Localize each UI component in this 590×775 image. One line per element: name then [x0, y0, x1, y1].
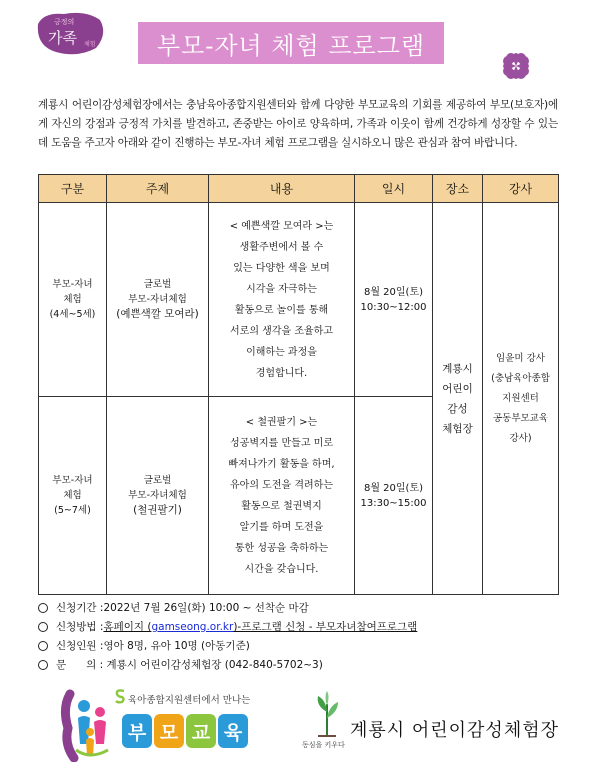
header-topic: 주제 — [107, 175, 209, 203]
category-cell: 부모-자녀 체험 (4세~5세) — [39, 203, 107, 397]
family-experience-logo — [34, 10, 108, 56]
word-block: 부 — [122, 714, 152, 748]
experience-center-logo — [300, 690, 559, 760]
plant-icon — [310, 690, 344, 738]
circle-bullet-icon — [38, 603, 48, 613]
page-title: 부모-자녀 체험 프로그램 — [138, 22, 444, 64]
info-people: 신청인원 : 영아 8명, 유아 10명 (아동기준) — [38, 636, 558, 655]
program-table — [38, 174, 559, 595]
teacher-cell: 임윤미 강사 (충남육아종합 지원센터 공동부모교육 강사) — [483, 203, 559, 595]
parent-education-word — [122, 714, 248, 748]
info-method: 신청방법 : 홈페이지 (gamseong.or.kr)-프로그램 신청 - 부모자녀참여프로그램 — [38, 617, 558, 636]
info-period: 신청기간 : 2022년 7월 26일(화) 10:00 ~ 선착순 마감 — [38, 598, 558, 617]
place-cell: 계룡시 어린이 감성 체험장 — [433, 203, 483, 595]
word-block: 육 — [218, 714, 248, 748]
left-logo-caption: 육아종합지원센터에서 만나는 — [128, 695, 251, 706]
header-place: 장소 — [433, 175, 483, 203]
header-date: 일시 — [355, 175, 433, 203]
category-cell: 부모-자녀 체험 (5~7세) — [39, 397, 107, 595]
word-block: 모 — [154, 714, 184, 748]
logo-main-text: 가족 — [48, 29, 77, 47]
homepage-link[interactable]: gamseong.or.kr — [151, 621, 234, 633]
clover-icon — [500, 50, 532, 82]
plant-caption: 동심을 키우다 — [302, 741, 345, 749]
topic-cell: 글로벌 부모-자녀체험 (예쁜색깔 모여라) — [107, 203, 209, 397]
logo-small-text: 긍정의 — [54, 18, 75, 26]
header-teacher: 강사 — [483, 175, 559, 203]
circle-bullet-icon — [38, 660, 48, 670]
topic-cell: 글로벌 부모-자녀체험 (철권팔기) — [107, 397, 209, 595]
word-block: 교 — [186, 714, 216, 748]
family-icon — [60, 688, 118, 762]
parent-education-logo — [60, 686, 260, 766]
circle-bullet-icon — [38, 641, 48, 651]
header-category: 구분 — [39, 175, 107, 203]
table-header-row — [39, 175, 559, 203]
date-cell: 8월 20일(토) 10:30~12:00 — [355, 203, 433, 397]
logo-tail-text: 체험 — [84, 41, 96, 48]
info-contact: 문 의 : 계룡시 어린이감성체험장 (042-840-5702~3) — [38, 655, 558, 674]
content-cell: < 예쁜색깔 모여라 >는 생활주변에서 볼 수 있는 다양한 색을 보며 시각을 자극하는 활동으로 놀이를 통해 서로의 생각을 조율하고 이해하는 과정을 경험합니다. — [209, 203, 355, 397]
circle-bullet-icon — [38, 622, 48, 632]
center-name: 계룡시 어린이감성체험장 — [350, 720, 559, 741]
so-mark-icon — [114, 688, 126, 704]
header-content: 내용 — [209, 175, 355, 203]
intro-paragraph: 계룡시 어린이감성체험장에서는 충남육아종합지원센터와 함께 다양한 부모교육의 기회를 제공하여 부모(보호자)에게 자신의 강점과 긍정적 가치를 발견하고, 존중받는 아이로 양육하며, 가족과 이웃이 함께 건강하게 성장할 수 있는데 도움을 주고자 아래와 같이 진행하는 부모-자녀 체험 프로그램을 실시하오니 많은 관심과 참여 바랍니다. — [38, 99, 558, 149]
table-row — [39, 203, 559, 397]
content-cell: < 철권팔기 >는 성공벽지를 만들고 미로 빠져나가기 활동을 하며, 유아의 도전을 격려하는 활동으로 철권벽지 알기를 하며 도전을 통한 성공을 축하하는 시간을 갖습니다. — [209, 397, 355, 595]
application-info — [38, 598, 558, 674]
date-cell: 8월 20일(토) 13:30~15:00 — [355, 397, 433, 595]
